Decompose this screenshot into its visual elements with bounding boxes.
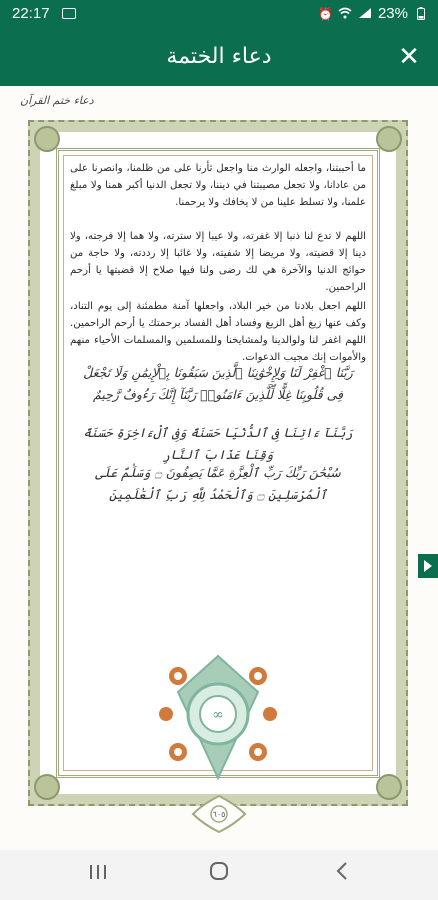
battery-icon xyxy=(414,7,428,21)
page-frame xyxy=(28,120,408,806)
back-button[interactable] xyxy=(322,860,362,890)
next-page-tab[interactable] xyxy=(418,554,438,578)
corner-ornament xyxy=(376,126,402,152)
corner-ornament xyxy=(34,126,60,152)
status-bar xyxy=(0,0,438,28)
signal-icon xyxy=(358,7,372,21)
recent-apps-button[interactable] xyxy=(78,860,118,890)
wifi-icon xyxy=(338,7,352,21)
corner-ornament xyxy=(34,774,60,800)
dua-paragraph: ما أحببتنا، واجعله الوارث منا واجعل ثأرنا على من ظلمنا، وانصرنا على من عادانا، ولا تجعل مصيبتنا في ديننا، ولا تجعل الدنيا أكبر همنا ولا مبلغ علمنا، ولا تسلط علينا من لا يخافك ولا يرحمنا. xyxy=(70,163,366,208)
close-icon: ✕ xyxy=(398,42,420,72)
app-bar xyxy=(0,28,438,86)
quran-verse: رَبَّنَا ٱغْفِرْ لَنَا وَلِإِخْوَٰنِنَا ٱلَّذِينَ سَبَقُونَا بِٱلْإِيمَٰنِ وَلَا تَجْعَلْ فِى قُلُوبِنَا غِلًّا لِّلَّذِينَ ءَامَنُوا۟ رَبَّنَآ إِنَّكَ رَءُوفٌ رَّحِيمٌ xyxy=(83,365,353,402)
svg-text:∞: ∞ xyxy=(212,707,224,723)
dua-paragraph: اللهم لا تدع لنا ذنبا إلا غفرته، ولا عيبا إلا سترته، ولا هما إلا فرجته، ولا دينا إلا قضيته، ولا مريضا إلا شفيته، ولا غائبا إلا رددته، ولا حاجة من حوائج الدنيا والآخرة هي لك رضى ولنا فيها صلاح إلا قضيتها يا أرحم الراحمين. xyxy=(70,231,366,293)
home-button[interactable] xyxy=(199,860,239,890)
quran-verse: سُبْحَٰنَ رَبِّكَ رَبِّ ٱلْعِزَّةِ عَمَّا يَصِفُونَ ۝ وَسَلَٰمٌ عَلَى ٱلْمُرْسَلِينَ ۝ وَٱلْحَمْدُ لِلَّهِ رَبِّ ٱلْعَٰلَمِينَ xyxy=(95,465,341,502)
battery-level: 23% xyxy=(377,5,408,22)
page-number: ٦٠٥ xyxy=(212,810,226,819)
system-navigation-bar xyxy=(0,850,438,900)
status-icons xyxy=(318,5,428,22)
dua-paragraph: اللهم اجعل بلادنا من خير البلاد، واجعلها آمنة مطمئنة إلى يوم التناد، وكف عنها زيغ أهل الزيغ وفساد أهل الفساد برحمتك يا أرحم الراحمين. اللهم اغفر لنا ولوالدينا ولمشايخنا وللمسلمين والمسلمات الأحياء منهم والأموات إنك مجيب الدعوات. xyxy=(70,301,366,363)
decorative-medallion xyxy=(158,652,278,782)
quran-verse: رَبَّنَآ ءَاتِنَا فِى ٱلدُّنْيَا حَسَنَةً وَفِى ٱلْءَاخِرَةِ حَسَنَةً وَقِنَا عَذَابَ ٱلنَّارِ xyxy=(83,425,353,462)
running-head: دعاء ختم القرآن xyxy=(20,94,94,107)
recent-apps-icon xyxy=(87,863,109,881)
back-icon xyxy=(334,861,350,881)
corner-ornament xyxy=(376,774,402,800)
status-time: 22:17 xyxy=(12,5,50,22)
page-title: دعاء الختمة xyxy=(166,44,272,69)
home-icon xyxy=(208,860,230,882)
alarm-icon: ⏰ xyxy=(317,6,333,21)
close-button[interactable] xyxy=(394,42,424,72)
mushaf-page[interactable] xyxy=(0,86,438,850)
image-icon xyxy=(62,8,76,19)
